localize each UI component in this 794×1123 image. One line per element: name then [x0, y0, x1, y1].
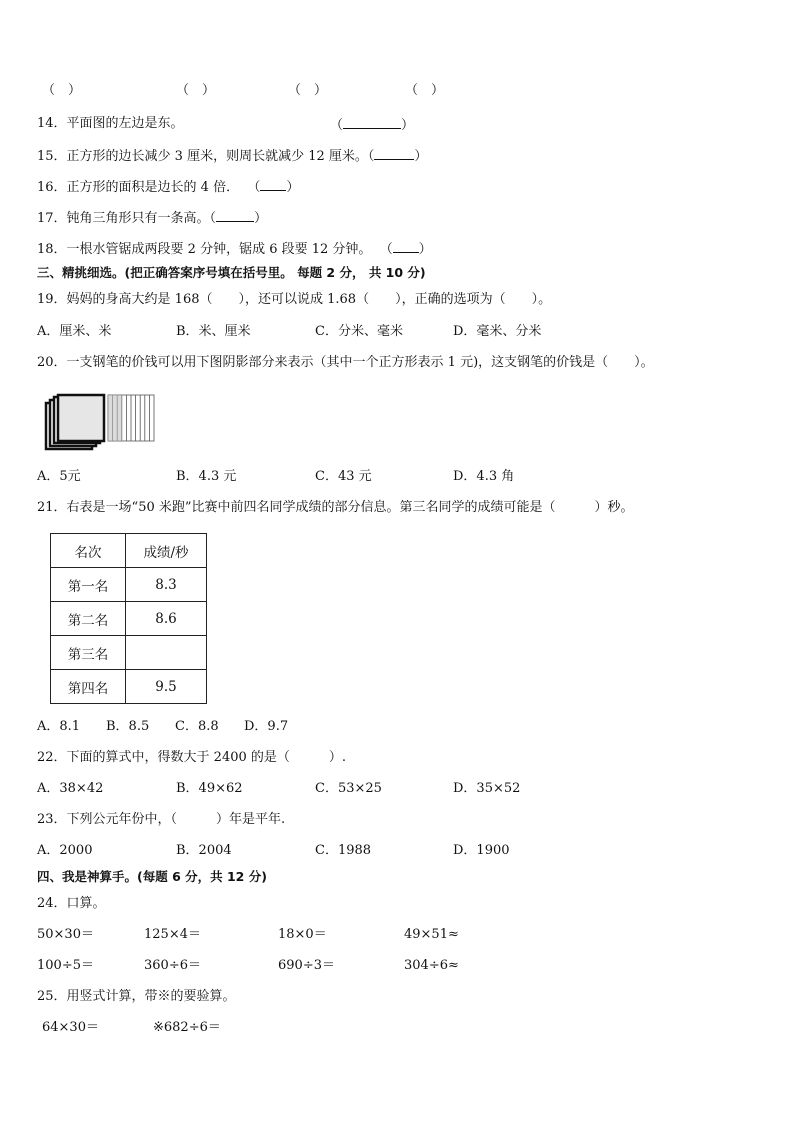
option-21-a[interactable]: A．8.1 [37, 719, 81, 734]
vertical-calc-item: 64×30＝ [42, 1020, 99, 1035]
question-22: 22．下面的算式中，得数大于 2400 的是（ ）. [37, 750, 347, 765]
answer-blank-18[interactable]: （ ） [379, 242, 432, 257]
question-25: 25．用竖式计算，带※的要验算。 [37, 989, 236, 1004]
option-22-c[interactable]: C．53×25 [315, 781, 382, 796]
table-row: 第一名 8.3 [51, 568, 207, 602]
option-23-a[interactable]: A．2000 [37, 843, 93, 858]
money-squares-figure [44, 393, 159, 453]
question-15: 15．正方形的边长减少 3 厘米，则周长就减少 12 厘米。（ ） [37, 149, 428, 164]
calc-item: 360÷6＝ [144, 958, 201, 973]
option-20-a[interactable]: A．5元 [37, 469, 81, 484]
option-22-d[interactable]: D．35×52 [453, 781, 521, 796]
answer-paren-2: （ ） [176, 83, 216, 98]
option-23-c[interactable]: C．1988 [315, 843, 372, 858]
calc-item: 100÷5＝ [37, 958, 94, 973]
question-16: 16．正方形的面积是边长的 4 倍． （ ） [37, 180, 300, 195]
table-row: 第四名 9.5 [51, 670, 207, 704]
question-24: 24．口算。 [37, 896, 106, 911]
answer-blank-17[interactable]: （ ） [209, 211, 268, 226]
vertical-calc-item: ※682÷6＝ [153, 1020, 221, 1035]
option-21-d[interactable]: D．9.7 [244, 719, 289, 734]
calc-item: 125×4＝ [144, 927, 201, 942]
table-row: 第二名 8.6 [51, 602, 207, 636]
question-21: 21．右表是一场“50 米跑”比赛中前四名同学成绩的部分信息。第三名同学的成绩可能是（ ）秒。 [37, 500, 634, 515]
answer-blank-15[interactable]: （ ） [367, 149, 428, 164]
calc-item: 690÷3＝ [278, 958, 335, 973]
option-23-b[interactable]: B．2004 [176, 843, 232, 858]
option-20-d[interactable]: D．4.3 角 [453, 469, 515, 484]
table-row: 第三名 [51, 636, 207, 670]
calc-item: 18×0＝ [278, 927, 327, 942]
option-21-b[interactable]: B．8.5 [106, 719, 150, 734]
question-20: 20．一支钢笔的价钱可以用下图阴影部分来表示（其中一个正方形表示 1 元)，这支钢笔的价钱是（ ）。 [37, 355, 654, 370]
option-23-d[interactable]: D．1900 [453, 843, 510, 858]
calc-item: 50×30＝ [37, 927, 94, 942]
answer-paren-4: （ ） [405, 83, 445, 98]
section-3-heading: 三、精挑细选。(把正确答案序号填在括号里。 每题 2 分， 共 10 分) [37, 265, 426, 280]
option-20-b[interactable]: B．4.3 元 [176, 469, 237, 484]
answer-blank-16[interactable]: （ ） [247, 180, 300, 195]
table-header-cell: 名次 [51, 534, 126, 568]
table-header-cell: 成绩/秒 [126, 534, 207, 568]
table-header-row [51, 534, 207, 568]
question-14: 14．平面图的左边是东。 [37, 116, 184, 131]
option-22-b[interactable]: B．49×62 [176, 781, 243, 796]
answer-paren-3: （ ） [288, 83, 328, 98]
option-19-d[interactable]: D．毫米、分米 [453, 324, 542, 339]
question-17: 17．钝角三角形只有一条高。（ ） [37, 211, 268, 226]
calc-item: 304÷6≈ [404, 958, 459, 973]
results-table [50, 533, 207, 704]
answer-blank-14[interactable]: （ ） [330, 118, 415, 133]
option-20-c[interactable]: C．43 元 [315, 469, 372, 484]
answer-paren-1: （ ） [42, 83, 82, 98]
option-22-a[interactable]: A．38×42 [37, 781, 104, 796]
question-19: 19．妈妈的身高大约是 168（ ），还可以说成 1.68（ ），正确的选项为（ ）。 [37, 292, 552, 307]
option-19-a[interactable]: A．厘米、米 [37, 324, 112, 339]
option-19-b[interactable]: B．米、厘米 [176, 324, 251, 339]
question-23: 23．下列公元年份中，（ ）年是平年. [37, 812, 286, 827]
option-21-c[interactable]: C．8.8 [175, 719, 219, 734]
option-19-c[interactable]: C．分米、毫米 [315, 324, 403, 339]
question-18: 18．一根水管锯成两段要 2 分钟，锯成 6 段要 12 分钟。 （ ） [37, 242, 432, 257]
calc-item: 49×51≈ [404, 927, 459, 942]
section-4-heading: 四、我是神算手。(每题 6 分，共 12 分) [37, 869, 267, 884]
